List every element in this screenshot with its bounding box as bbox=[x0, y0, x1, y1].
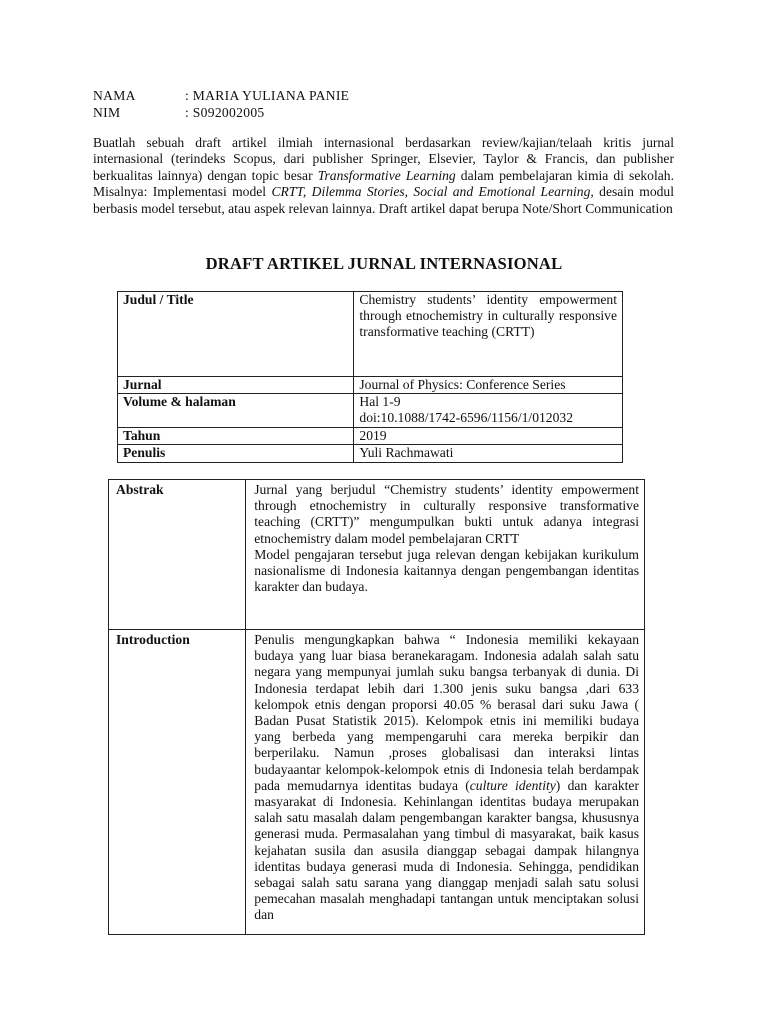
journal-metadata-table bbox=[117, 291, 623, 463]
introduction-content bbox=[246, 630, 645, 935]
document-heading: DRAFT ARTIKEL JURNAL INTERNASIONAL bbox=[205, 254, 563, 273]
instructions-text-3: desain modul berbasis model tersebut, atau aspek relevan lainnya. Draft artikel dapat berupa Note/Short Communication bbox=[93, 184, 674, 216]
author-label: Penulis bbox=[118, 445, 354, 462]
volume-row bbox=[118, 394, 623, 428]
abstract-label: Abstrak bbox=[109, 480, 246, 630]
instructions-text-2: dalam pembelajaran kimia di sekolah. Misalnya: Implementasi model bbox=[93, 167, 674, 200]
introduction-text-1: Penulis mengungkapkan bahwa “ Indonesia memiliki kekayaan budaya yang luar biasa beranekaragam. Indonesia adalah salah satu negara yang mempunyai jumlah suku bangsa terbanyak di dunia. Di Indonesia terdapat lebih dari 1.300 jenis suku bangsa ,dari 633 kelompok etnis dengan proporsi 40.05 % berasal dari suku Jawa ( Badan Pusat Statistik 2015). Kelompok etnis ini memiliki budaya yang berbeda yang mempengaruhi cara mereka berpikir dan berperilaku. Namun ,proses globalisasi dan interaksi lintas budayaantar kelompok-kelompok etnis di Indonesia telah berdampak pada memudarnya identitas budaya ( bbox=[254, 632, 639, 793]
author-value: Yuli Rachmawati bbox=[354, 445, 623, 462]
abstract-row bbox=[109, 480, 645, 630]
nim-value: : S092002005 bbox=[185, 105, 265, 120]
name-row bbox=[93, 88, 349, 105]
instructions-emphasis-2: CRTT, Dilemma Stories, Social and Emotional Learning, bbox=[271, 184, 594, 200]
introduction-label: Introduction bbox=[109, 630, 246, 935]
article-review-table bbox=[108, 479, 645, 935]
name-value: : MARIA YULIANA PANIE bbox=[185, 88, 350, 103]
author-row bbox=[118, 445, 623, 462]
introduction-text-2: ) dan karakter masyarakat di Indonesia. Kehinlangan identitas budaya merupakan salah satu masalah dalam pengembangan karakter bangsa, khususnya generasi muda. Permasalahan yang timbul di masyarakat, baik kasus kejahatan susila dan asusila dianggap sebagai dampak hilangnya identitas budaya generasi muda di Indonesia. Sehingga, pendidikan sebagai salah satu sarana yang dianggap menjadi salah satu solusi pemecahan masalah menghadapi tantangan untuk menciptakan solusi dan bbox=[254, 777, 639, 923]
student-identity bbox=[93, 88, 349, 122]
title-row bbox=[118, 292, 623, 377]
volume-doi: doi:10.1088/1742-6596/1156/1/012032 bbox=[359, 410, 573, 426]
introduction-emphasis: culture identity bbox=[469, 777, 556, 793]
instructions-text-1: Buatlah sebuah draft artikel ilmiah internasional berdasarkan review/kajian/telaah kritis jurnal internasional (terindeks Scopus, dari publisher Springer, Elsevier, Taylor & Francis, dan publisher berkualitas lainnya) dengan topic besar bbox=[93, 135, 674, 183]
year-label: Tahun bbox=[118, 428, 354, 445]
abstract-paragraph-1: Jurnal yang berjudul “Chemistry students’ identity empowerment through etnochemistry in culturally responsive transformative teaching (CRTT)” mengumpulkan bukti untuk adanya integrasi etnochemistry dalam model pembelajaran CRTT bbox=[254, 482, 639, 546]
introduction-paragraph bbox=[254, 632, 639, 924]
volume-label: Volume & halaman bbox=[118, 394, 354, 428]
journal-label: Jurnal bbox=[118, 377, 354, 394]
nim-row bbox=[93, 105, 349, 122]
year-row bbox=[118, 428, 623, 445]
instructions-paragraph bbox=[93, 135, 674, 217]
journal-value: Journal of Physics: Conference Series bbox=[354, 377, 623, 394]
abstract-content bbox=[246, 480, 645, 630]
introduction-row bbox=[109, 630, 645, 935]
assignment-instructions bbox=[93, 135, 674, 217]
instructions-emphasis-1: Transformative Learning bbox=[317, 167, 456, 183]
journal-row bbox=[118, 377, 623, 394]
title-label: Judul / Title bbox=[118, 292, 354, 377]
year-value: 2019 bbox=[354, 428, 623, 445]
nim-label: NIM bbox=[93, 105, 121, 120]
volume-pages: Hal 1-9 bbox=[359, 394, 401, 410]
name-label: NAMA bbox=[93, 88, 136, 103]
abstract-paragraph-2: Model pengajaran tersebut juga relevan dengan kebijakan kurikulum nasionalisme di Indonesia kaitannya dengan pengembangan identitas karakter dan budaya. bbox=[254, 546, 639, 595]
volume-value bbox=[354, 394, 623, 428]
title-value: Chemistry students’ identity empowerment through etnochemistry in culturally responsive transformative teaching (CRTT) bbox=[354, 292, 623, 377]
